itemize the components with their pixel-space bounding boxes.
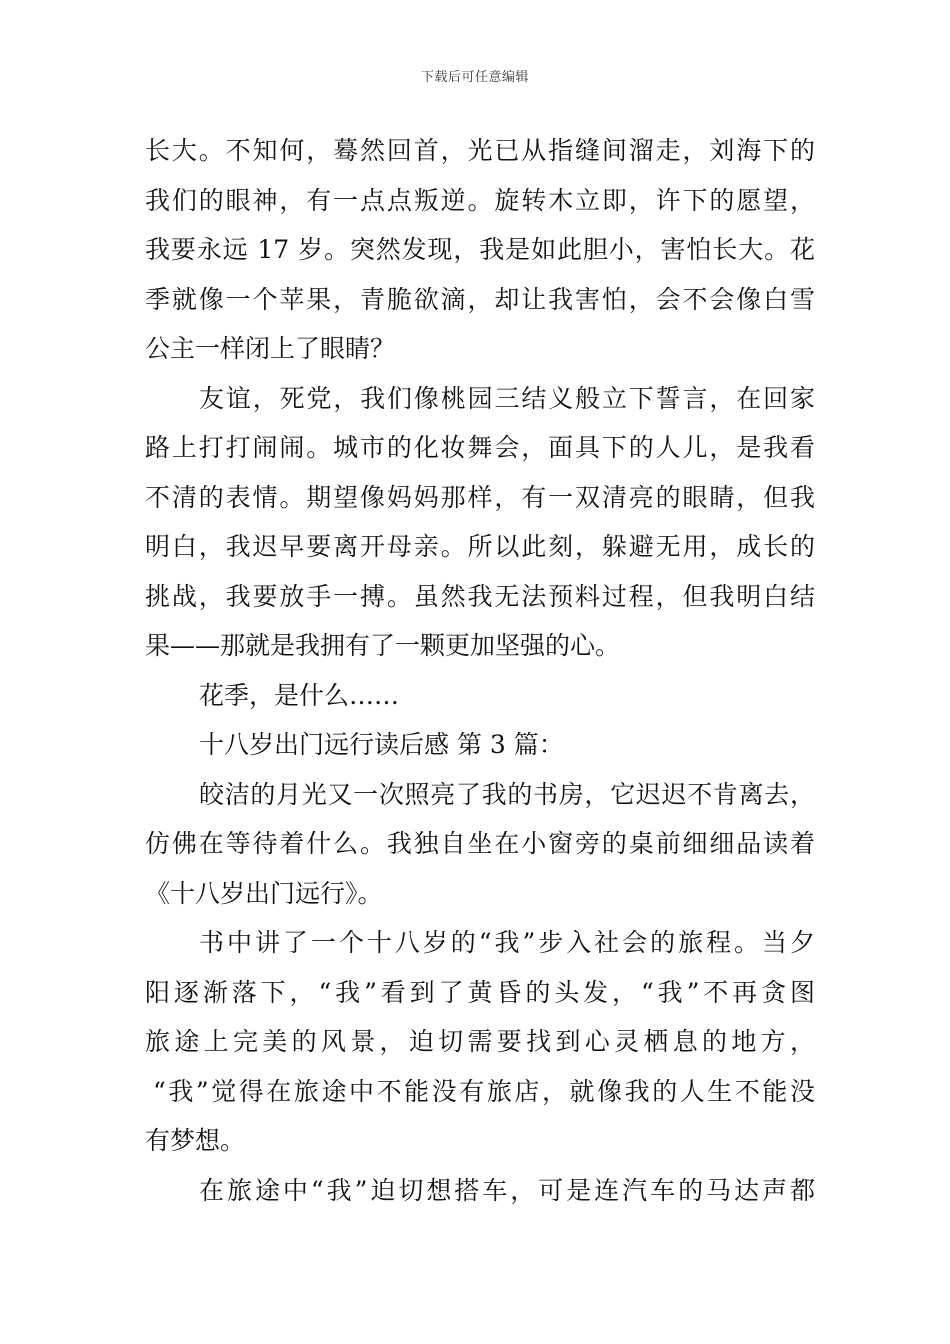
text-line: 十八岁出门远行读后感 第 3 篇：	[199, 730, 564, 759]
text-line: 不清的表情。期望像妈妈那样，有一双清亮的眼睛，但我	[145, 482, 815, 512]
text-line: 在旅途中“我”迫切想搭车，可是连汽车的马达声都	[199, 1175, 815, 1205]
text-line: 花季，是什么……	[199, 680, 400, 710]
text-line: 长大。不知何，蓦然回首，光已从指缝间溜走，刘海下的	[145, 136, 815, 165]
text-line: 皎洁的月光又一次照亮了我的书房，它迟迟不肯离去，	[199, 779, 815, 809]
text-line: 明白，我迟早要离开母亲。所以此刻，躲避无用，成长的	[145, 532, 815, 561]
text-line: 友谊，死党，我们像桃园三结义般立下誓言，在回家	[199, 383, 815, 413]
text-line: 我们的眼神，有一点点叛逆。旋转木立即，许下的愿望，	[145, 185, 815, 215]
document-body	[145, 126, 815, 1215]
text-line: “我”觉得在旅途中不能没有旅店，就像我的人生不能没	[153, 1076, 815, 1106]
text-line: 书中讲了一个十八岁的“我”步入社会的旅程。当夕	[199, 928, 815, 957]
text-line: 有梦想。	[145, 1126, 246, 1155]
text-line: 旅途上完美的风景，迫切需要找到心灵栖息的地方，	[145, 1027, 815, 1056]
text-line: 果——那就是我拥有了一颗更加坚强的心。	[145, 631, 621, 660]
text-line: 仿佛在等待着什么。我独自坐在小窗旁的桌前细细品读着	[145, 829, 815, 858]
text-line: 路上打打闹闹。城市的化妆舞会，面具下的人儿，是我看	[145, 433, 815, 462]
text-line: 季就像一个苹果，青脆欲滴，却让我害怕，会不会像白雪	[145, 284, 815, 314]
text-line: 公主一样闭上了眼睛？	[145, 334, 396, 363]
text-line: 挑战，我要放手一搏。虽然我无法预料过程，但我明白结	[145, 581, 815, 611]
text-line: 阳逐渐落下，“我”看到了黄昏的头发，“我”不再贪图	[145, 977, 815, 1007]
page-header: 下载后可任意编辑	[420, 70, 529, 85]
text-line: 我要永远 17 岁。突然发现，我是如此胆小，害怕长大。花	[145, 235, 815, 264]
text-line: 《十八岁出门远行》。	[145, 878, 383, 908]
